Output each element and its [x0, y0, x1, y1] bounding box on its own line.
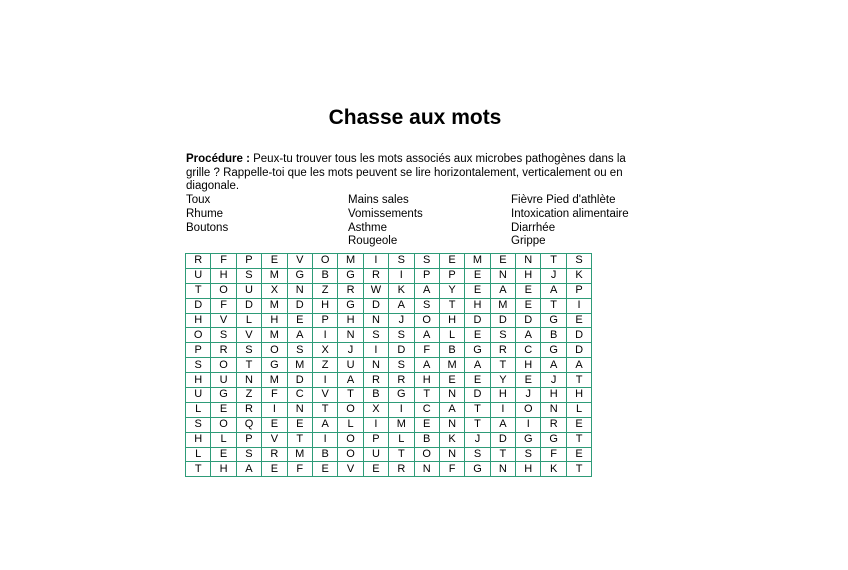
grid-row — [186, 283, 592, 298]
grid-cell[interactable]: T — [541, 298, 566, 313]
grid-cell[interactable]: C — [287, 388, 312, 403]
grid-cell[interactable]: S — [465, 447, 490, 462]
grid-cell[interactable]: N — [414, 462, 439, 477]
grid-row — [186, 328, 592, 343]
grid-cell[interactable]: E — [262, 462, 287, 477]
grid-cell[interactable]: G — [389, 388, 414, 403]
grid-cell[interactable]: H — [541, 388, 566, 403]
grid-cell[interactable]: T — [186, 462, 211, 477]
grid-cell[interactable]: H — [516, 358, 541, 373]
grid-cell[interactable]: H — [186, 313, 211, 328]
grid-row — [186, 373, 592, 388]
grid-cell[interactable]: N — [439, 417, 464, 432]
grid-cell[interactable]: H — [186, 432, 211, 447]
grid-cell[interactable]: Q — [236, 417, 261, 432]
grid-cell[interactable]: S — [516, 447, 541, 462]
grid-cell[interactable]: B — [414, 432, 439, 447]
grid-cell[interactable]: O — [186, 328, 211, 343]
grid-cell[interactable]: O — [414, 313, 439, 328]
grid-cell[interactable]: J — [465, 432, 490, 447]
grid-cell[interactable]: H — [516, 268, 541, 283]
grid-cell[interactable]: S — [389, 254, 414, 269]
grid-cell[interactable]: G — [541, 432, 566, 447]
grid-cell[interactable]: B — [312, 268, 337, 283]
grid-cell[interactable]: G — [516, 432, 541, 447]
page-title: Chasse aux mots — [328, 106, 502, 129]
grid-cell[interactable]: A — [439, 402, 464, 417]
grid-cell[interactable]: A — [490, 283, 515, 298]
grid-cell[interactable]: H — [566, 388, 591, 403]
grid-cell[interactable]: F — [211, 254, 236, 269]
grid-cell[interactable]: T — [312, 402, 337, 417]
grid-cell[interactable]: O — [338, 447, 363, 462]
grid-cell[interactable]: H — [439, 313, 464, 328]
grid-cell[interactable]: G — [541, 313, 566, 328]
grid-cell[interactable]: Z — [312, 358, 337, 373]
grid-cell[interactable]: L — [186, 402, 211, 417]
grid-cell[interactable]: T — [465, 417, 490, 432]
grid-cell[interactable]: A — [287, 328, 312, 343]
procedure-text: Peux-tu trouver tous les mots associés aux microbes pathogènes dans la grille ? Rappelle-toi que les mots peuvent se lire horizontalement, verticalement ou en diagonale. — [186, 153, 626, 192]
grid-cell[interactable]: P — [566, 283, 591, 298]
grid-cell[interactable]: T — [389, 447, 414, 462]
grid-cell[interactable]: T — [439, 298, 464, 313]
word-item: Diarrhée — [511, 221, 556, 234]
grid-cell[interactable]: O — [211, 283, 236, 298]
grid-cell[interactable]: D — [363, 298, 388, 313]
grid-cell[interactable]: T — [566, 462, 591, 477]
grid-cell[interactable]: N — [439, 447, 464, 462]
grid-cell[interactable]: B — [439, 343, 464, 358]
grid-cell[interactable]: S — [566, 254, 591, 269]
grid-cell[interactable]: A — [414, 358, 439, 373]
grid-cell[interactable]: T — [541, 254, 566, 269]
grid-cell[interactable]: E — [465, 283, 490, 298]
grid-cell[interactable]: E — [287, 313, 312, 328]
grid-cell[interactable]: I — [312, 432, 337, 447]
grid-cell[interactable]: O — [211, 417, 236, 432]
grid-cell[interactable]: E — [262, 417, 287, 432]
grid-cell[interactable]: K — [541, 462, 566, 477]
grid-cell[interactable]: S — [414, 298, 439, 313]
grid-cell[interactable]: P — [236, 432, 261, 447]
grid-cell[interactable]: P — [439, 268, 464, 283]
grid-cell[interactable]: A — [312, 417, 337, 432]
grid-cell[interactable]: T — [490, 447, 515, 462]
grid-cell[interactable]: N — [363, 313, 388, 328]
grid-cell[interactable]: F — [262, 388, 287, 403]
grid-cell[interactable]: J — [541, 373, 566, 388]
grid-cell[interactable]: B — [541, 328, 566, 343]
grid-row — [186, 298, 592, 313]
grid-cell[interactable]: T — [414, 388, 439, 403]
word-item: Mains sales — [348, 194, 409, 206]
grid-row — [186, 254, 592, 269]
grid-cell[interactable]: K — [389, 283, 414, 298]
grid-cell[interactable]: J — [541, 268, 566, 283]
grid-cell[interactable]: U — [186, 268, 211, 283]
grid-cell[interactable]: X — [262, 283, 287, 298]
grid-cell[interactable]: V — [312, 388, 337, 403]
grid-cell[interactable]: E — [312, 462, 337, 477]
grid-cell[interactable]: N — [363, 358, 388, 373]
grid-cell[interactable]: E — [516, 373, 541, 388]
grid-cell[interactable]: S — [414, 254, 439, 269]
grid-cell[interactable]: N — [490, 268, 515, 283]
grid-cell[interactable]: T — [236, 358, 261, 373]
grid-cell[interactable]: H — [414, 373, 439, 388]
grid-cell[interactable]: N — [541, 402, 566, 417]
grid-cell[interactable]: G — [262, 358, 287, 373]
grid-cell[interactable]: F — [414, 343, 439, 358]
grid-cell[interactable]: V — [211, 313, 236, 328]
grid-cell[interactable]: O — [338, 432, 363, 447]
grid-cell[interactable]: N — [338, 328, 363, 343]
grid-cell[interactable]: N — [287, 402, 312, 417]
grid-cell[interactable]: H — [338, 313, 363, 328]
procedure-instructions — [186, 153, 644, 194]
grid-cell[interactable]: M — [262, 298, 287, 313]
grid-cell[interactable]: Z — [312, 283, 337, 298]
grid-cell[interactable]: A — [541, 358, 566, 373]
grid-cell[interactable]: I — [363, 343, 388, 358]
grid-cell[interactable]: C — [414, 402, 439, 417]
word-list-column-1 — [186, 194, 228, 235]
grid-cell[interactable]: M — [465, 254, 490, 269]
grid-cell[interactable]: G — [465, 343, 490, 358]
word-item: Rougeole — [348, 235, 398, 248]
word-item: Boutons — [186, 221, 229, 234]
grid-cell[interactable]: R — [211, 343, 236, 358]
grid-cell[interactable]: S — [236, 343, 261, 358]
grid-cell[interactable]: D — [287, 298, 312, 313]
grid-cell[interactable]: O — [312, 254, 337, 269]
grid-cell[interactable]: S — [287, 343, 312, 358]
grid-cell[interactable]: V — [236, 328, 261, 343]
grid-cell[interactable]: F — [541, 447, 566, 462]
grid-cell[interactable]: J — [516, 388, 541, 403]
grid-cell[interactable]: L — [236, 313, 261, 328]
grid-cell[interactable]: I — [566, 298, 591, 313]
grid-cell[interactable]: A — [465, 358, 490, 373]
grid-cell[interactable]: R — [186, 254, 211, 269]
grid-cell[interactable]: P — [236, 254, 261, 269]
grid-cell[interactable]: U — [211, 373, 236, 388]
grid-cell[interactable]: D — [287, 373, 312, 388]
grid-cell[interactable]: U — [236, 283, 261, 298]
grid-row — [186, 432, 592, 447]
grid-cell[interactable]: I — [363, 254, 388, 269]
grid-cell[interactable]: A — [338, 373, 363, 388]
grid-cell[interactable]: E — [465, 373, 490, 388]
grid-cell[interactable]: M — [262, 373, 287, 388]
grid-cell[interactable]: U — [186, 388, 211, 403]
grid-cell[interactable]: R — [363, 373, 388, 388]
grid-cell[interactable]: K — [439, 432, 464, 447]
grid-cell[interactable]: S — [389, 328, 414, 343]
grid-cell[interactable]: T — [490, 358, 515, 373]
grid-cell[interactable]: A — [516, 328, 541, 343]
grid-cell[interactable]: E — [211, 447, 236, 462]
grid-cell[interactable]: M — [338, 254, 363, 269]
grid-cell[interactable]: O — [516, 402, 541, 417]
grid-cell[interactable]: E — [262, 254, 287, 269]
grid-cell[interactable]: X — [363, 402, 388, 417]
grid-cell[interactable]: H — [211, 462, 236, 477]
grid-cell[interactable]: I — [262, 402, 287, 417]
grid-cell[interactable]: G — [287, 268, 312, 283]
grid-cell[interactable]: N — [236, 373, 261, 388]
grid-cell[interactable]: F — [439, 462, 464, 477]
grid-cell[interactable]: M — [262, 328, 287, 343]
grid-cell[interactable]: E — [465, 268, 490, 283]
grid-cell[interactable]: H — [211, 268, 236, 283]
grid-cell[interactable]: E — [287, 417, 312, 432]
grid-cell[interactable]: E — [439, 254, 464, 269]
word-list-column-3 — [511, 194, 629, 249]
grid-cell[interactable]: A — [541, 283, 566, 298]
grid-cell[interactable]: T — [465, 402, 490, 417]
grid-cell[interactable]: A — [414, 283, 439, 298]
grid-cell[interactable]: E — [516, 283, 541, 298]
grid-cell[interactable]: A — [414, 328, 439, 343]
grid-cell[interactable]: T — [287, 432, 312, 447]
grid-cell[interactable]: R — [363, 268, 388, 283]
grid-cell[interactable]: S — [186, 358, 211, 373]
grid-cell[interactable]: B — [363, 388, 388, 403]
grid-cell[interactable]: A — [566, 358, 591, 373]
grid-cell[interactable]: R — [338, 283, 363, 298]
grid-cell[interactable]: W — [363, 283, 388, 298]
grid-cell[interactable]: S — [236, 268, 261, 283]
grid-cell[interactable]: G — [338, 268, 363, 283]
grid-cell[interactable]: N — [439, 388, 464, 403]
grid-cell[interactable]: I — [363, 417, 388, 432]
grid-cell[interactable]: D — [236, 298, 261, 313]
grid-cell[interactable]: O — [338, 402, 363, 417]
grid-cell[interactable]: H — [312, 298, 337, 313]
grid-cell[interactable]: G — [211, 388, 236, 403]
grid-cell[interactable]: E — [211, 402, 236, 417]
grid-cell[interactable]: I — [389, 402, 414, 417]
grid-cell[interactable]: F — [287, 462, 312, 477]
grid-cell[interactable]: D — [566, 328, 591, 343]
grid-cell[interactable]: M — [439, 358, 464, 373]
grid-cell[interactable]: P — [363, 432, 388, 447]
grid-cell[interactable]: H — [516, 462, 541, 477]
grid-cell[interactable]: U — [338, 358, 363, 373]
grid-cell[interactable]: R — [389, 373, 414, 388]
grid-cell[interactable]: X — [312, 343, 337, 358]
word-item: Fièvre Pied d'athlète — [511, 194, 616, 206]
grid-cell[interactable]: E — [439, 373, 464, 388]
grid-cell[interactable]: S — [389, 358, 414, 373]
grid-row — [186, 268, 592, 283]
grid-cell[interactable]: H — [465, 298, 490, 313]
grid-cell[interactable]: Z — [236, 388, 261, 403]
grid-cell[interactable]: E — [566, 447, 591, 462]
grid-cell[interactable]: M — [262, 268, 287, 283]
grid-cell[interactable]: J — [389, 313, 414, 328]
grid-cell[interactable]: V — [262, 432, 287, 447]
word-item: Asthme — [348, 221, 387, 234]
grid-cell[interactable]: L — [186, 447, 211, 462]
grid-cell[interactable]: U — [363, 447, 388, 462]
grid-cell[interactable]: T — [186, 283, 211, 298]
grid-cell[interactable]: G — [541, 343, 566, 358]
grid-cell[interactable]: R — [262, 447, 287, 462]
grid-cell[interactable]: O — [414, 447, 439, 462]
grid-cell[interactable]: R — [389, 462, 414, 477]
grid-cell[interactable]: I — [312, 373, 337, 388]
grid-cell[interactable]: L — [389, 432, 414, 447]
grid-cell[interactable]: N — [490, 462, 515, 477]
grid-cell[interactable]: T — [338, 388, 363, 403]
grid-cell[interactable]: T — [566, 373, 591, 388]
grid-cell[interactable]: P — [414, 268, 439, 283]
grid-cell[interactable]: D — [186, 298, 211, 313]
grid-cell[interactable]: V — [287, 254, 312, 269]
grid-cell[interactable]: Y — [490, 373, 515, 388]
grid-cell[interactable]: V — [338, 462, 363, 477]
grid-cell[interactable]: O — [211, 358, 236, 373]
grid-cell[interactable]: E — [516, 298, 541, 313]
grid-cell[interactable]: D — [490, 432, 515, 447]
grid-cell[interactable]: E — [414, 417, 439, 432]
grid-cell[interactable]: L — [439, 328, 464, 343]
grid-row — [186, 358, 592, 373]
grid-cell[interactable]: I — [490, 402, 515, 417]
grid-cell[interactable]: R — [236, 402, 261, 417]
grid-cell[interactable]: N — [287, 283, 312, 298]
word-item: Intoxication alimentaire — [511, 207, 629, 220]
grid-cell[interactable]: H — [262, 313, 287, 328]
grid-cell[interactable]: E — [566, 313, 591, 328]
grid-cell[interactable]: S — [211, 328, 236, 343]
grid-cell[interactable]: E — [363, 462, 388, 477]
grid-cell[interactable]: P — [312, 313, 337, 328]
grid-cell[interactable]: M — [287, 447, 312, 462]
grid-cell[interactable]: E — [566, 417, 591, 432]
grid-cell[interactable]: D — [566, 343, 591, 358]
grid-row — [186, 447, 592, 462]
grid-cell[interactable]: C — [516, 343, 541, 358]
grid-cell[interactable]: L — [566, 402, 591, 417]
grid-cell[interactable]: I — [516, 417, 541, 432]
grid-cell[interactable]: M — [287, 358, 312, 373]
grid-cell[interactable]: I — [312, 328, 337, 343]
grid-cell[interactable]: L — [338, 417, 363, 432]
word-list-column-2 — [348, 194, 423, 249]
grid-cell[interactable]: T — [566, 432, 591, 447]
grid-cell[interactable]: N — [516, 254, 541, 269]
grid-cell[interactable]: F — [211, 298, 236, 313]
grid-cell[interactable]: R — [541, 417, 566, 432]
grid-row — [186, 313, 592, 328]
grid-cell[interactable]: K — [566, 268, 591, 283]
grid-row — [186, 462, 592, 477]
grid-cell[interactable]: S — [363, 328, 388, 343]
grid-row — [186, 388, 592, 403]
grid-cell[interactable]: G — [338, 298, 363, 313]
grid-cell[interactable]: A — [236, 462, 261, 477]
word-item: Toux — [186, 194, 211, 206]
word-item: Rhume — [186, 207, 224, 220]
grid-cell[interactable]: D — [465, 313, 490, 328]
grid-cell[interactable]: O — [262, 343, 287, 358]
grid-cell[interactable]: D — [389, 343, 414, 358]
grid-cell[interactable]: P — [186, 343, 211, 358]
grid-row — [186, 343, 592, 358]
grid-cell[interactable]: S — [236, 447, 261, 462]
grid-cell[interactable]: D — [516, 313, 541, 328]
grid-cell[interactable]: E — [490, 254, 515, 269]
word-search-grid — [185, 253, 592, 477]
grid-cell[interactable]: H — [186, 373, 211, 388]
grid-row — [186, 417, 592, 432]
grid-cell[interactable]: E — [465, 328, 490, 343]
grid-cell[interactable]: A — [490, 417, 515, 432]
grid-cell[interactable]: M — [389, 417, 414, 432]
grid-cell[interactable]: G — [465, 462, 490, 477]
procedure-label: Procédure : — [186, 153, 250, 165]
grid-cell[interactable]: S — [186, 417, 211, 432]
grid-cell[interactable]: S — [490, 328, 515, 343]
grid-cell[interactable]: J — [338, 343, 363, 358]
grid-cell[interactable]: R — [490, 343, 515, 358]
grid-cell[interactable]: D — [490, 313, 515, 328]
grid-row — [186, 402, 592, 417]
grid-cell[interactable]: B — [312, 447, 337, 462]
grid-cell[interactable]: Y — [439, 283, 464, 298]
grid-cell[interactable]: H — [490, 388, 515, 403]
grid-cell[interactable]: M — [490, 298, 515, 313]
grid-cell[interactable]: I — [389, 268, 414, 283]
word-item: Grippe — [511, 235, 546, 248]
grid-cell[interactable]: A — [389, 298, 414, 313]
word-item: Vomissements — [348, 207, 423, 220]
grid-cell[interactable]: L — [211, 432, 236, 447]
grid-cell[interactable]: D — [465, 388, 490, 403]
